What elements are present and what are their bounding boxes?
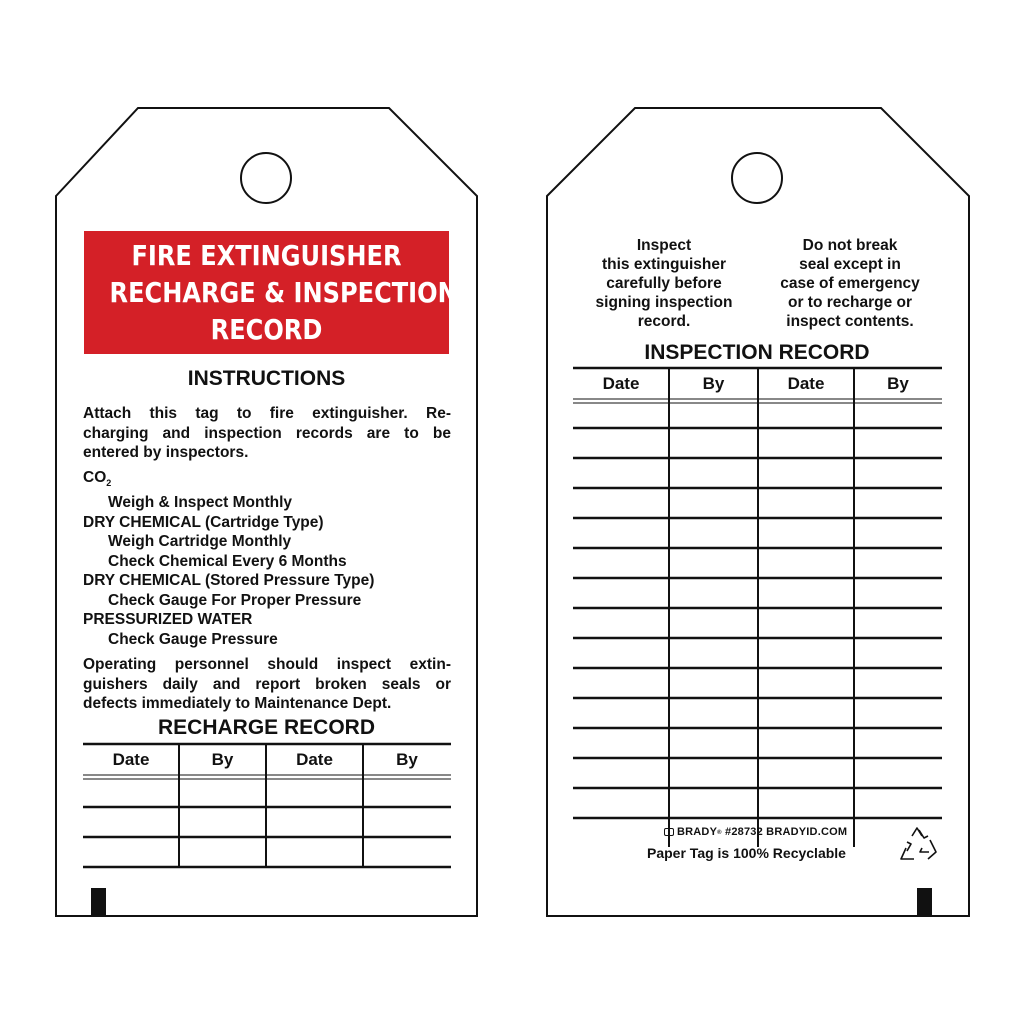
inspection-col-by: By — [702, 374, 725, 393]
intro-line: entered by inspectors. — [83, 444, 249, 461]
instruction-item: Check Gauge Pressure — [108, 630, 278, 648]
instruction-item: Check Gauge For Proper Pressure — [108, 591, 362, 609]
instruction-item: DRY CHEMICAL (Cartridge Type) — [83, 513, 324, 531]
recycle-icon — [898, 826, 938, 862]
closing-line: Operating personnel should inspect extin- — [83, 656, 451, 673]
instruction-item: DRY CHEMICAL (Stored Pressure Type) — [83, 572, 375, 589]
intro-line: Attach this tag to fire extinguisher. Re- — [83, 405, 451, 422]
instructions-heading: INSTRUCTIONS — [187, 367, 346, 390]
brady-logo-icon — [664, 828, 674, 836]
banner-line: RECORD — [210, 313, 323, 346]
instruction-item: Weigh & Inspect Monthly — [108, 494, 292, 511]
recyclable-note: Paper Tag is 100% Recyclable — [647, 845, 846, 861]
part-number: #28732 BRADYID.COM — [725, 826, 848, 838]
brand-line: BRADY® #28732 BRADYID.COM — [664, 826, 847, 838]
recharge-col-date: Date — [296, 750, 333, 769]
banner-line: FIRE EXTINGUISHER — [131, 239, 402, 272]
instruction-item: Check Chemical Every 6 Months — [108, 552, 347, 570]
recharge-record-heading: RECHARGE RECORD — [157, 716, 375, 739]
inspection-col-date: Date — [787, 374, 825, 393]
brand-name: BRADY — [677, 826, 718, 838]
recharge-col-date: Date — [112, 750, 150, 769]
inspection-col-by: By — [887, 374, 909, 393]
inspection-col-date: Date — [602, 374, 640, 393]
intro-line: charging and inspection records are to be — [83, 424, 451, 442]
instruction-item: Weigh Cartridge Monthly — [108, 533, 292, 550]
banner-line: RECHARGE & INSPECTION — [109, 276, 458, 309]
closing-line: guishers daily and report broken seals or — [83, 675, 451, 693]
inspect-note: Inspect this extinguisher carefully before signing inspection record. — [595, 237, 733, 330]
seal-note: Do not break seal except in case of emergency or to recharge or inspect contents. — [780, 237, 920, 330]
co2-label: $CO_2$ — [83, 468, 112, 488]
recharge-col-by: By — [396, 750, 418, 769]
instruction-item: PRESSURIZED WATER — [83, 611, 253, 628]
recharge-col-by: By — [211, 750, 234, 769]
closing-line: defects immediately to Maintenance Dept. — [83, 695, 392, 712]
inspection-record-heading: INSPECTION RECORD — [644, 341, 870, 364]
